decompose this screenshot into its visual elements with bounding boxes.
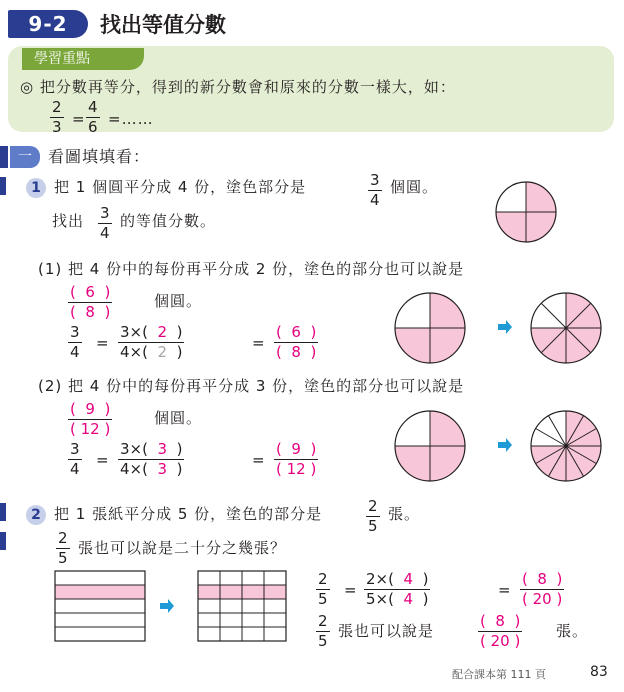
q2-eq-result: ( 8 ) ( 20 ) — [522, 570, 563, 609]
lesson-badge: 9-2 — [8, 10, 88, 38]
sub2-circles-figure — [392, 408, 624, 484]
question-marker — [0, 177, 6, 195]
sub2-eq-base: 3 4 — [70, 440, 80, 479]
equals-tail: =…… — [108, 110, 154, 128]
section-title: 看圖填填看： — [48, 147, 151, 166]
question-1-number: 1 — [26, 177, 46, 198]
sub1-eq-base: 3 4 — [70, 323, 80, 362]
q1-fraction: 3 4 — [370, 171, 380, 210]
key-points-tab: 學習重點 — [22, 48, 144, 70]
q1-find-text: 找出 — [52, 212, 85, 230]
sub1-unit: 個圓。 — [154, 292, 203, 310]
question-marker — [0, 532, 6, 550]
eq-sign: = — [96, 451, 110, 469]
page-number: 83 — [590, 664, 608, 680]
q2-line2: 張也可以說是二十分之幾張？ — [78, 539, 287, 557]
sub2-eq-result: ( 9 ) ( 12 ) — [276, 440, 317, 479]
q1-text: 把 1 個圓平分成 4 份，塗色部分是 — [54, 178, 307, 196]
section-marker — [0, 146, 8, 168]
q1-text-tail: 個圓。 — [390, 178, 439, 196]
arrow-icon — [498, 438, 512, 452]
q2-eq-base: 2 5 — [318, 570, 328, 609]
q2-eq-mul: 2×( 4 ) 5×( 4 ) — [366, 570, 429, 609]
arrow-icon — [498, 320, 512, 334]
quarter-circle-figure — [488, 178, 564, 246]
eq-sign: = — [252, 451, 266, 469]
section-number: 一 — [10, 146, 40, 168]
q2-fraction: 2 5 — [368, 497, 378, 536]
example-fraction-2: 4 6 — [88, 98, 98, 137]
page-reference: 配合課本第 111 頁 — [452, 668, 546, 681]
sub2-eq-mul: 3×( 3 ) 4×( 3 ) — [120, 440, 183, 479]
sub1-eq-result: ( 6 ) ( 8 ) — [276, 323, 317, 362]
equals: = — [72, 110, 86, 128]
q2-concl-answer: ( 8 ) ( 20 ) — [480, 612, 521, 651]
q2-line2-fraction: 2 5 — [58, 529, 68, 568]
lesson-title: 找出等值分數 — [100, 13, 226, 37]
eq-sign: = — [252, 334, 266, 352]
sub2-unit: 個圓。 — [154, 409, 203, 427]
q1-find-tail: 的等值分數。 — [120, 212, 217, 230]
eq-sign: = — [96, 334, 110, 352]
question-marker — [0, 503, 6, 521]
arrow-icon — [160, 599, 174, 613]
q2-concl-tail: 張。 — [556, 622, 589, 640]
sub1-text: (1) 把 4 份中的每份再平分成 2 份，塗色的部分也可以說是 — [38, 260, 465, 278]
q2-text: 把 1 張紙平分成 5 份，塗色的部分是 — [54, 505, 323, 523]
q2-concl-fraction: 2 5 — [318, 612, 328, 651]
example-fraction-1: 2 3 — [52, 98, 62, 137]
eq-sign: = — [498, 581, 512, 599]
sub1-circles-figure — [392, 290, 624, 366]
eq-sign: = — [344, 581, 358, 599]
q2-concl-text: 張也可以說是 — [338, 622, 435, 640]
key-points-text: ◎ 把分數再等分，得到的新分數會和原來的分數一樣大，如： — [20, 78, 456, 96]
q2-text-tail: 張。 — [388, 505, 421, 523]
sub1-eq-mul: 3×( 2 ) 4×( 2 ) — [120, 323, 183, 362]
paper-strips-figure — [54, 570, 302, 642]
q1-find-fraction: 3 4 — [100, 204, 110, 243]
sub2-answer: ( 9 ) ( 12 ) — [70, 400, 111, 439]
question-2-number: 2 — [26, 504, 46, 525]
sub1-answer: ( 6 ) ( 8 ) — [70, 283, 111, 322]
sub2-text: (2) 把 4 份中的每份再平分成 3 份，塗色的部分也可以說是 — [38, 377, 465, 395]
